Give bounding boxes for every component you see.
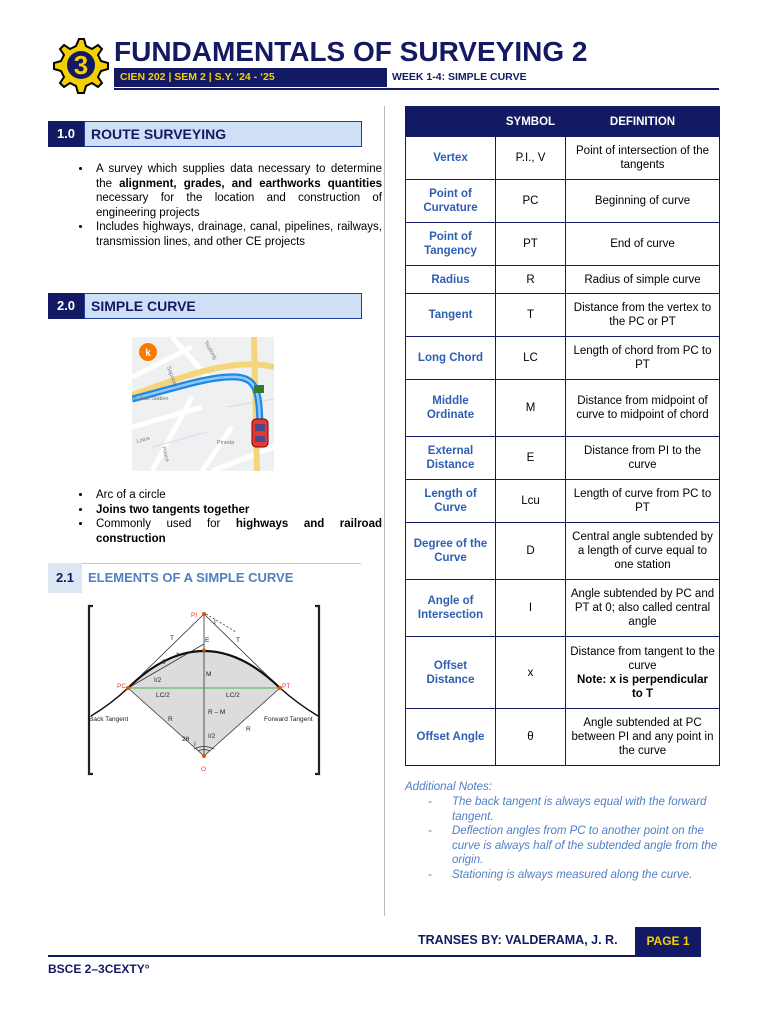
svg-text:k: k: [145, 348, 151, 359]
simple-curve-diagram: [86, 604, 322, 776]
section-number: 2.1: [48, 563, 82, 593]
svg-text:x: x: [176, 651, 180, 658]
additional-notes: [405, 795, 719, 882]
definition-cell: Distance from the vertex to the PC or PT: [566, 294, 720, 337]
logo-text: 3: [73, 50, 89, 80]
term-cell: Offset Distance: [406, 637, 496, 709]
term-cell: Point of Tangency: [406, 223, 496, 266]
symbol-cell: P.I., V: [496, 137, 566, 180]
table-row: [406, 180, 720, 223]
table-header-row: [406, 107, 720, 137]
svg-text:LC/2: LC/2: [226, 692, 240, 699]
term-cell: Offset Angle: [406, 709, 496, 766]
svg-text:Lotus: Lotus: [135, 435, 151, 445]
term-cell: Tangent: [406, 294, 496, 337]
list-item: • Includes highways, drainage, canal, pipelines, railways, transmission lines, and other CE projects: [92, 220, 382, 249]
table-row: [406, 523, 720, 580]
term-cell: Long Chord: [406, 337, 496, 380]
simple-curve-bullets: [70, 488, 382, 546]
symbol-cell: θ: [496, 709, 566, 766]
definition-cell: Distance from tangent to the curve Note: x is perpendicular to T: [566, 637, 720, 709]
svg-text:θ: θ: [162, 659, 166, 666]
svg-text:Ponce: Ponce: [160, 445, 170, 463]
section-title: ELEMENTS OF A SIMPLE CURVE: [88, 570, 294, 585]
term-cell: Length of Curve: [406, 480, 496, 523]
svg-text:I: I: [194, 741, 196, 748]
svg-text:T: T: [236, 637, 240, 644]
definition-cell: Radius of simple curve: [566, 266, 720, 294]
definition-cell: Beginning of curve: [566, 180, 720, 223]
svg-text:O: O: [201, 766, 207, 773]
definition-cell: Point of intersection of the tangents: [566, 137, 720, 180]
note-item: - Deflection angles from PC to another point on the curve is always half of the subtended angle from the origin.: [405, 824, 719, 868]
definition-cell: Length of curve from PC to PT: [566, 480, 720, 523]
symbol-cell: D: [496, 523, 566, 580]
section-number: 1.0: [48, 121, 84, 147]
table-header-definition: DEFINITION: [566, 107, 720, 137]
term-cell: Vertex: [406, 137, 496, 180]
definition-cell: Length of chord from PC to PT: [566, 337, 720, 380]
symbol-cell: PC: [496, 180, 566, 223]
table-row: [406, 223, 720, 266]
definition-cell: Distance from PI to the curve: [566, 437, 720, 480]
section-title: SIMPLE CURVE: [84, 293, 362, 319]
svg-text:Forward Tangent: Forward Tangent: [264, 716, 313, 723]
symbol-cell: x: [496, 637, 566, 709]
table-row: [406, 637, 720, 709]
definition-cell: Central angle subtended by a length of curve equal to one station: [566, 523, 720, 580]
symbol-cell: T: [496, 294, 566, 337]
table-row: [406, 437, 720, 480]
term-cell: Middle Ordinate: [406, 380, 496, 437]
notes-title: Additional Notes:: [405, 781, 492, 793]
term-cell: Degree of the Curve: [406, 523, 496, 580]
logo-gear-icon: [48, 36, 110, 94]
map-illustration: [132, 337, 274, 471]
symbol-cell: LC: [496, 337, 566, 380]
symbol-cell: I: [496, 580, 566, 637]
table-row: [406, 266, 720, 294]
section-header-elements: [48, 563, 361, 593]
term-cell: External Distance: [406, 437, 496, 480]
table-row: [406, 709, 720, 766]
svg-text:I/2: I/2: [208, 733, 216, 740]
svg-text:R: R: [168, 716, 173, 723]
list-item: • Joins two tangents together: [92, 503, 382, 518]
svg-text:PI: PI: [191, 612, 198, 619]
table-row: [406, 137, 720, 180]
section-header-route-surveying: [48, 121, 361, 147]
definition-note: Note: x is perpendicular to T: [576, 673, 708, 700]
symbol-cell: M: [496, 380, 566, 437]
table-row: [406, 380, 720, 437]
header-divider: [114, 88, 719, 90]
route-surveying-bullets: [70, 162, 382, 249]
term-cell: Radius: [406, 266, 496, 294]
definition-cell: Distance from midpoint of curve to midpoint of chord: [566, 380, 720, 437]
svg-text:Tsuitong: Tsuitong: [202, 340, 218, 361]
symbol-cell: R: [496, 266, 566, 294]
list-item: • A survey which supplies data necessary to determine the alignment, grades, and earthworks quantities necessary for the location and construction of engineering projects: [92, 162, 382, 220]
table-row: [406, 480, 720, 523]
svg-text:PC: PC: [117, 683, 127, 690]
column-divider: [384, 106, 385, 916]
table-row: [406, 337, 720, 380]
table-header-term: [406, 107, 496, 137]
svg-text:Sapocan: Sapocan: [165, 365, 179, 389]
svg-text:I/2: I/2: [154, 677, 162, 684]
symbol-cell: E: [496, 437, 566, 480]
page-title: FUNDAMENTALS OF SURVEYING 2: [114, 36, 588, 67]
page-number: PAGE 1: [635, 927, 701, 955]
note-item: - The back tangent is always equal with the forward tangent.: [405, 795, 719, 824]
table-row: [406, 580, 720, 637]
table-row: [406, 294, 720, 337]
symbol-cell: PT: [496, 223, 566, 266]
term-cell: Angle of Intersection: [406, 580, 496, 637]
svg-text:LC/2: LC/2: [156, 692, 170, 699]
definition-cell: Angle subtended at PC between PI and any point in the curve: [566, 709, 720, 766]
definition-cell: End of curve: [566, 223, 720, 266]
term-cell: Point of Curvature: [406, 180, 496, 223]
svg-text:E: E: [205, 637, 210, 644]
section-code: BSCE 2–3CEXTY°: [48, 962, 150, 976]
svg-text:R – M: R – M: [208, 709, 226, 716]
section-header-simple-curve: [48, 293, 361, 319]
svg-text:Pineda: Pineda: [217, 440, 235, 446]
svg-text:I: I: [214, 619, 216, 626]
svg-text:M: M: [206, 671, 212, 678]
svg-text:PT: PT: [282, 683, 291, 690]
definitions-table: [405, 106, 720, 766]
svg-text:2θ: 2θ: [182, 736, 190, 743]
week-label: WEEK 1-4: SIMPLE CURVE: [392, 71, 527, 83]
table-header-symbol: SYMBOL: [496, 107, 566, 137]
course-info: CIEN 202 | SEM 2 | S.Y. ‘24 - ‘25: [114, 68, 387, 87]
section-number: 2.0: [48, 293, 84, 319]
list-item: • Arc of a circle: [92, 488, 382, 503]
svg-text:Back Tangent: Back Tangent: [89, 716, 129, 723]
transes-credit: TRANSES BY: VALDERAMA, J. R.: [418, 933, 618, 947]
definition-cell: Angle subtended by PC and PT at 0; also called central angle: [566, 580, 720, 637]
list-item: • Commonly used for highways and railroad construction: [92, 517, 382, 546]
section-title: ROUTE SURVEYING: [84, 121, 362, 147]
svg-text:T: T: [170, 635, 174, 642]
footer-divider: [48, 955, 701, 957]
svg-text:on Gas Station: on Gas Station: [132, 396, 169, 402]
symbol-cell: Lcu: [496, 480, 566, 523]
note-item: - Stationing is always measured along the curve.: [405, 868, 719, 883]
svg-text:R: R: [246, 726, 251, 733]
